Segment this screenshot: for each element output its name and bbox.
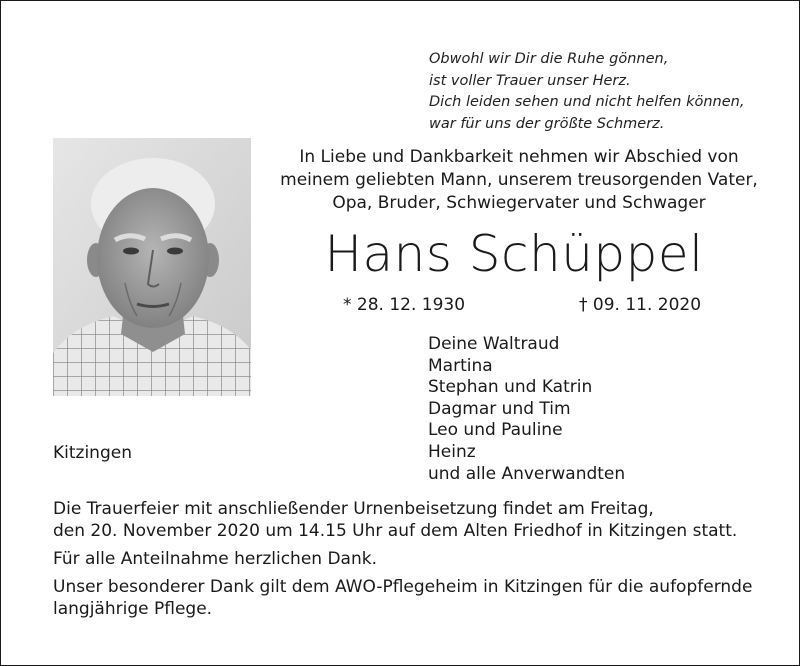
place-name: Kitzingen	[53, 443, 132, 463]
special-thanks-line: langjährige Pflege.	[53, 599, 213, 619]
deceased-name: Hans Schüppel	[324, 225, 704, 283]
birth-date: * 28. 12. 1930	[343, 295, 466, 315]
mourner: Stephan und Katrin	[428, 377, 593, 398]
special-thanks-line: Unser besonderer Dank gilt dem AWO-Pflegeheim in Kitzingen für die aufopfernde	[53, 577, 753, 597]
funeral-line: den 20. November 2020 um 14.15 Uhr auf dem Alten Friedhof in Kitzingen statt.	[53, 521, 738, 541]
poem-line: Obwohl wir Dir die Ruhe gönnen,	[429, 51, 669, 67]
intro-line: meinem geliebten Mann, unserem treusorgenden Vater,	[280, 170, 758, 190]
mourner: und alle Anverwandten	[428, 463, 626, 484]
mourner: Dagmar und Tim	[428, 398, 571, 419]
poem-line: ist voller Trauer unser Herz.	[429, 72, 631, 89]
poem	[429, 49, 744, 135]
intro-line: In Liebe und Dankbarkeit nehmen wir Abschied von	[299, 147, 739, 167]
intro-line: Opa, Bruder, Schwiegervater und Schwager	[332, 193, 706, 213]
special-thanks-notice	[53, 576, 773, 620]
intro-text	[269, 146, 769, 215]
mourner: Deine Waltraud	[428, 334, 560, 354]
portrait-photo	[53, 138, 251, 396]
poem-line: Dich leiden sehen und nicht helfen können,	[429, 94, 745, 110]
poem-line: war für uns der größte Schmerz.	[429, 115, 665, 132]
mourner: Martina	[428, 355, 493, 376]
death-date: † 09. 11. 2020	[579, 295, 702, 315]
funeral-line: Die Trauerfeier mit anschließender Urnenbeisetzung findet am Freitag,	[53, 499, 654, 519]
mourner: Leo und Pauline	[428, 420, 563, 441]
thanks-notice	[53, 548, 773, 570]
notice-text	[53, 498, 773, 620]
mourners-list	[428, 334, 625, 485]
mourner: Heinz	[428, 441, 476, 462]
funeral-notice	[53, 498, 773, 542]
thanks-line: Für alle Anteilnahme herzlichen Dank.	[53, 549, 377, 569]
